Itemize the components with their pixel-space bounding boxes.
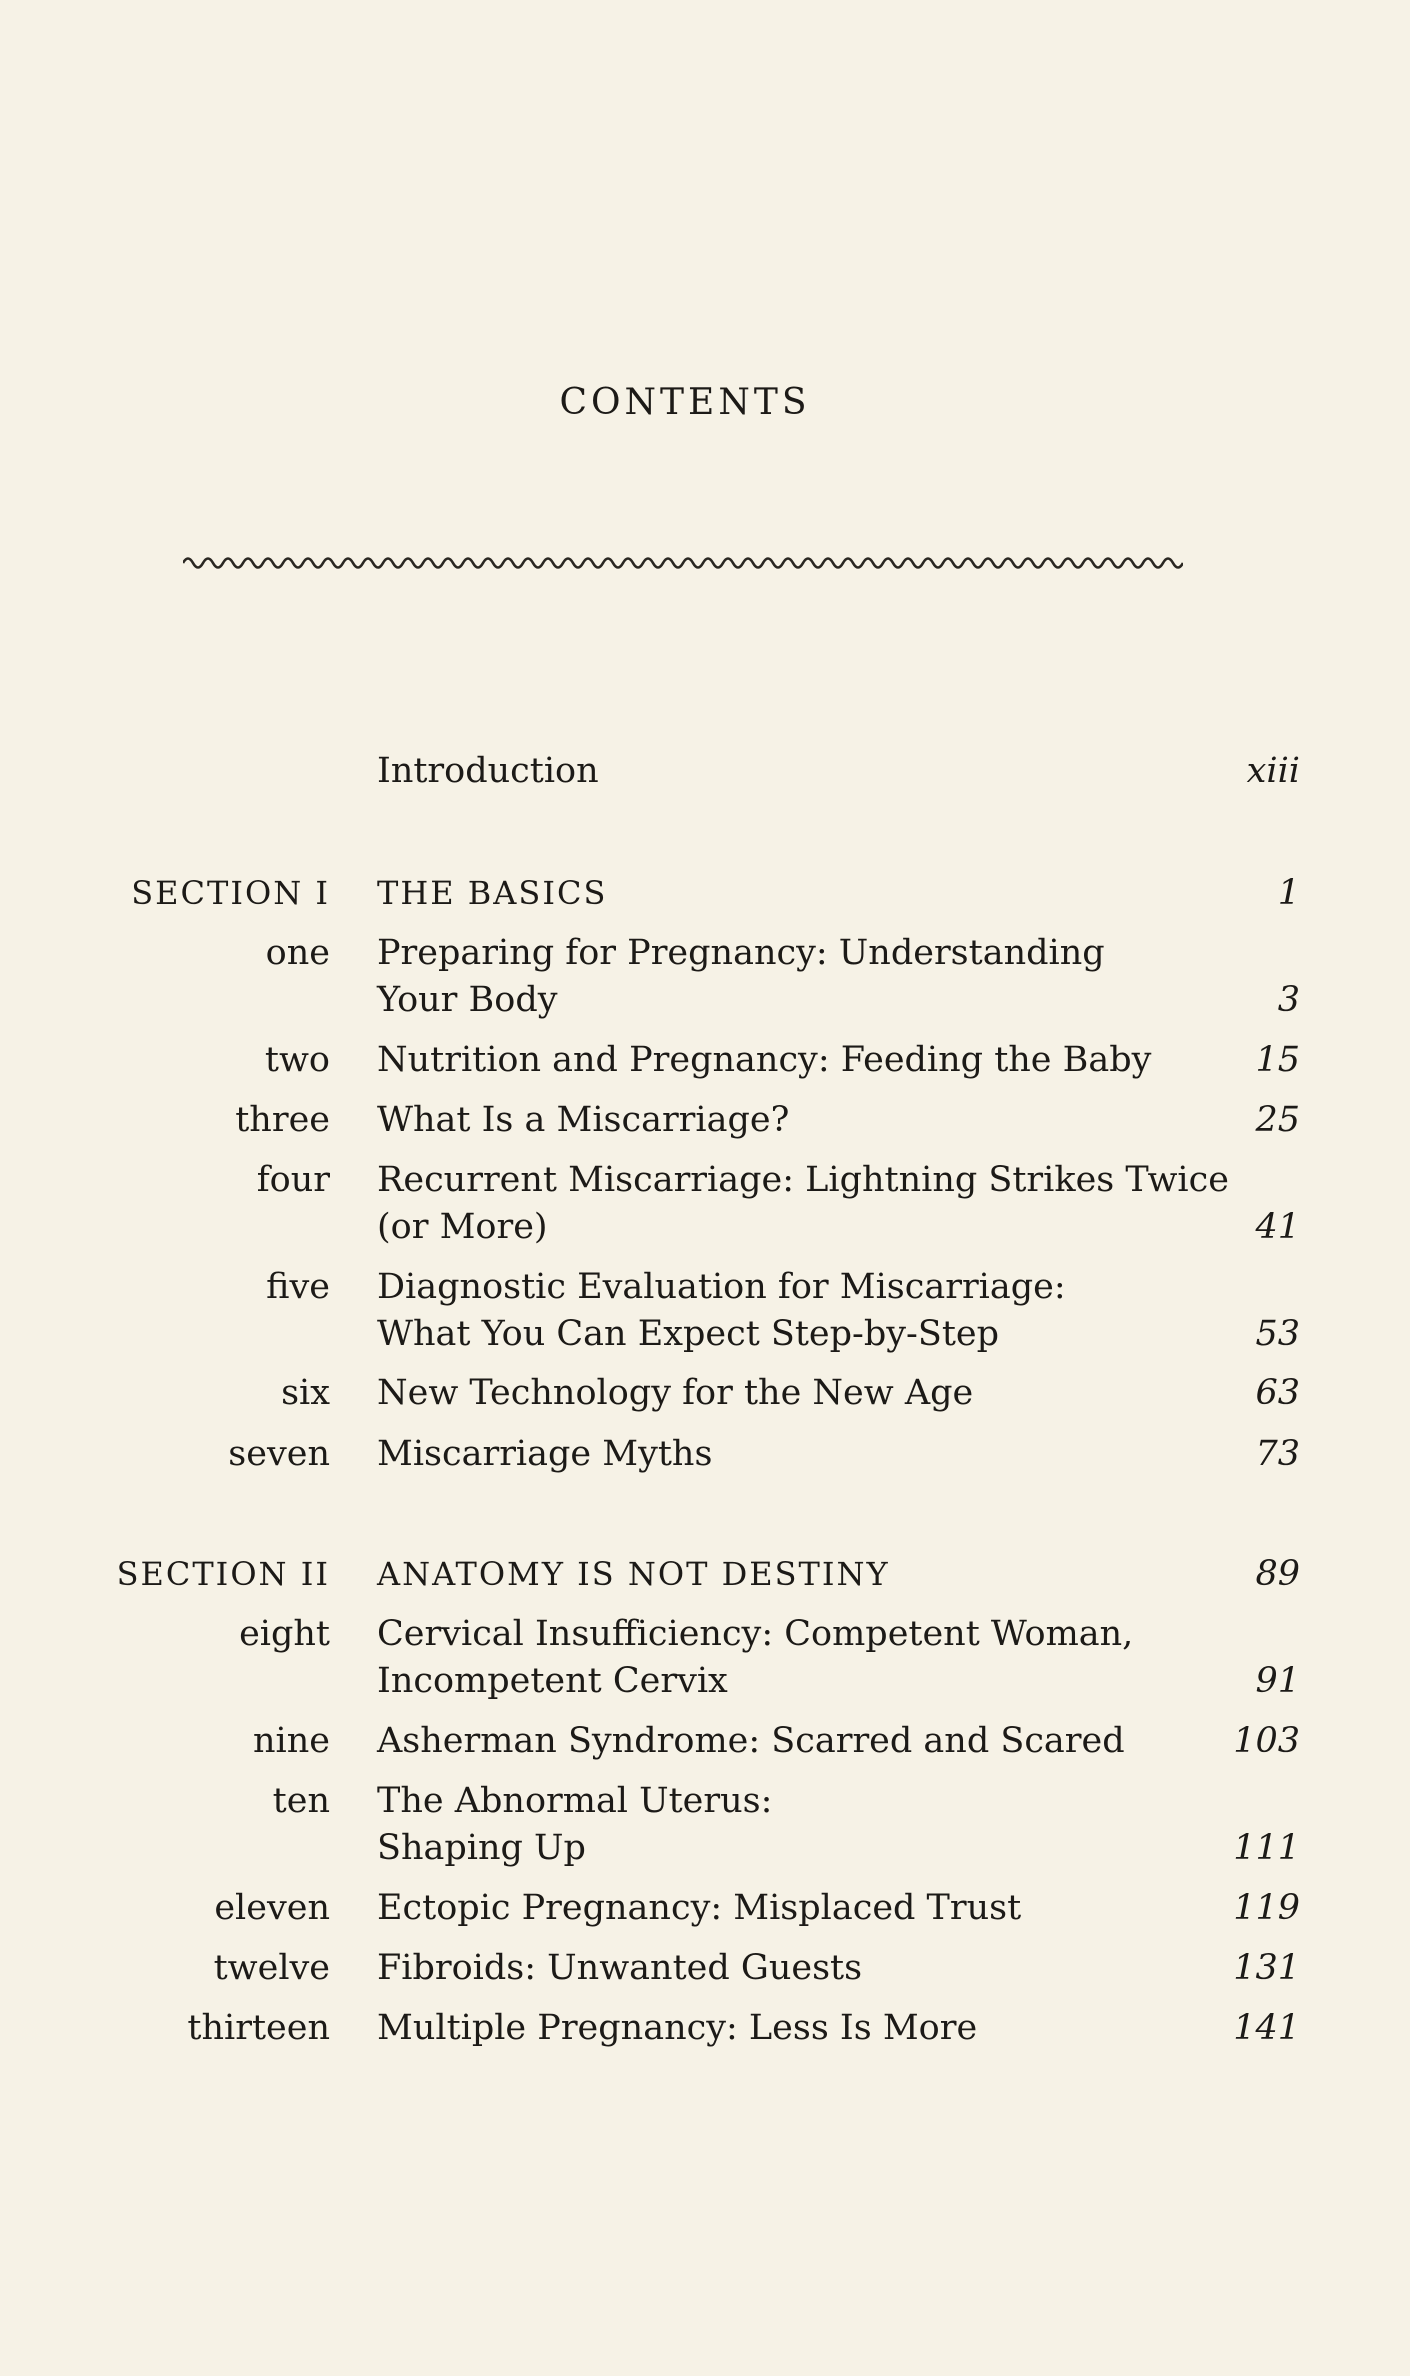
chapter-title-line1: The Abnormal Uterus: [377,1781,773,1821]
chapter-number: three [235,1100,330,1140]
wavy-divider [183,548,1183,578]
chapter-number: nine [253,1721,330,1761]
chapter-page: 63 [1255,1373,1300,1413]
chapter-title-line1: Asherman Syndrome: Scarred and Scared [377,1721,1125,1761]
section-page: 89 [1255,1554,1300,1594]
chapter-title-line1: Recurrent Miscarriage: Lightning Strikes Twice [377,1160,1229,1200]
chapter-page: 15 [1255,1040,1300,1080]
section-label: SECTION II [116,1555,330,1593]
chapter-title-line1: Diagnostic Evaluation for Miscarriage: [377,1267,1066,1307]
chapter-page: 41 [1255,1207,1300,1247]
chapter-page: 53 [1255,1314,1300,1354]
chapter-page: 131 [1233,1948,1300,1988]
chapter-number: ten [272,1781,330,1821]
chapter-title-line2: (or More) [377,1207,548,1247]
chapter-title-line2: What You Can Expect Step-by-Step [377,1314,1000,1354]
section-title: ANATOMY IS NOT DESTINY [377,1555,890,1593]
chapter-title-line1: Cervical Insufficiency: Competent Woman, [377,1614,1134,1654]
chapter-page: 103 [1233,1721,1300,1761]
chapter-title-line2: Shaping Up [377,1828,586,1868]
entry-title: Introduction [377,751,599,791]
chapter-page: 119 [1233,1888,1300,1928]
chapter-title-line1: What Is a Miscarriage? [377,1100,790,1140]
chapter-page: 111 [1233,1828,1300,1868]
chapter-title-line1: Multiple Pregnancy: Less Is More [377,2008,978,2048]
chapter-number: thirteen [187,2008,330,2048]
chapter-number: one [265,933,330,973]
chapter-page: 91 [1255,1661,1300,1701]
chapter-page: 25 [1255,1100,1300,1140]
chapter-number: seven [228,1434,330,1474]
chapter-page: 73 [1255,1434,1300,1474]
chapter-title-line1: Fibroids: Unwanted Guests [377,1948,863,1988]
chapter-number: five [266,1267,330,1307]
chapter-page: 141 [1233,2008,1300,2048]
section-page: 1 [1277,873,1300,913]
chapter-page: 3 [1277,980,1300,1020]
section-title: THE BASICS [377,874,608,912]
chapter-number: eleven [214,1888,330,1928]
chapter-title-line2: Your Body [377,980,558,1020]
chapter-title-line1: New Technology for the New Age [377,1373,974,1413]
chapter-number: twelve [213,1948,330,1988]
chapter-title-line1: Miscarriage Myths [377,1434,713,1474]
chapter-number: four [256,1160,330,1200]
section-label: SECTION I [131,874,330,912]
chapter-number: two [264,1040,330,1080]
page-title: CONTENTS [559,382,811,423]
chapter-number: eight [239,1614,330,1654]
chapter-title-line1: Ectopic Pregnancy: Misplaced Trust [377,1888,1022,1928]
entry-page: xiii [1246,751,1300,791]
chapter-title-line2: Incompetent Cervix [377,1661,728,1701]
chapter-title-line1: Nutrition and Pregnancy: Feeding the Baby [377,1040,1152,1080]
chapter-number: six [281,1373,330,1413]
chapter-title-line1: Preparing for Pregnancy: Understanding [377,933,1105,973]
